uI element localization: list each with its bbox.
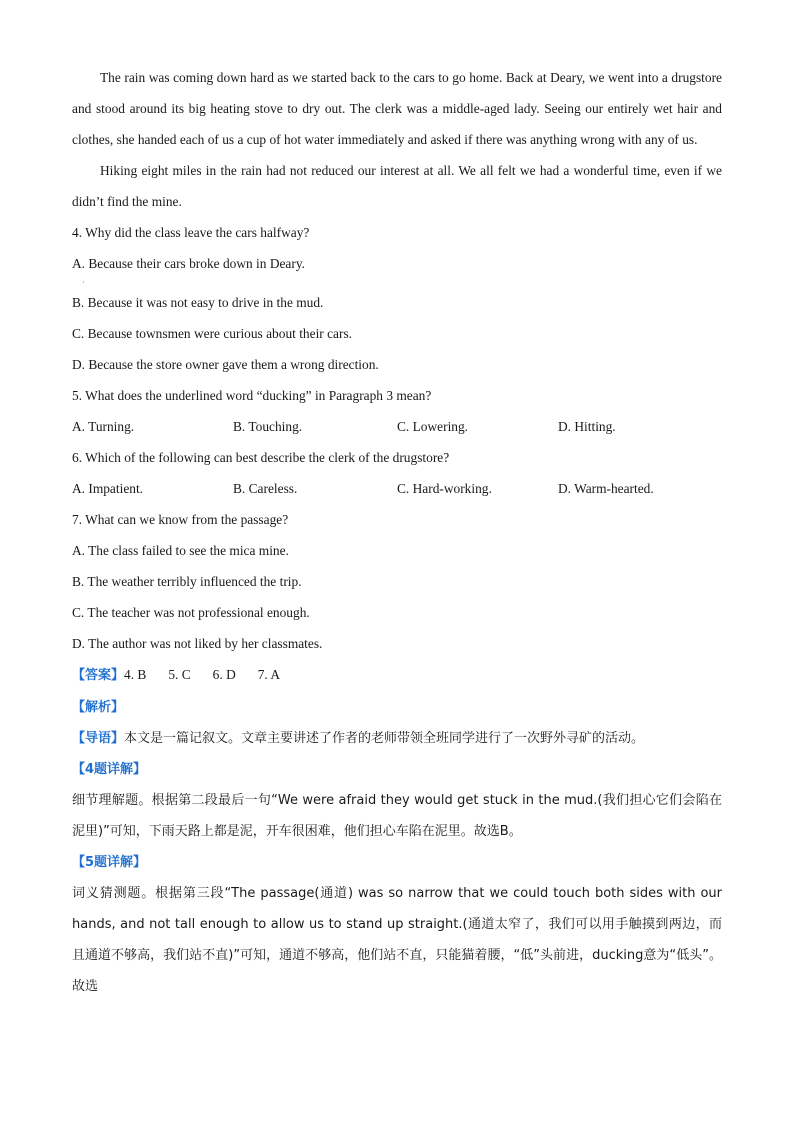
question-5-options — [72, 411, 722, 442]
answer-4: 4. B — [124, 667, 147, 682]
question-7-option-c: C. The teacher was not professional enough. — [72, 605, 310, 620]
answer-line — [72, 659, 722, 691]
guide-text: 本文是一篇记叙文。文章主要讲述了作者的老师带领全班同学进行了一次野外寻矿的活动。 — [124, 731, 645, 746]
question-7-option-d: D. The author was not liked by her classmates. — [72, 636, 323, 651]
question-5-option-b: B. Touching. — [233, 419, 303, 434]
question-5-option-d: D. Hitting. — [558, 419, 616, 434]
question-6-option-b: B. Careless. — [233, 481, 298, 496]
q4-label: 【4题详解】 — [72, 762, 147, 777]
q5-explanation: 词义猜测题。根据第三段“The passage(通道) was so narrow that we could touch both sides with our hands, and not tall enough to allow us to stand up straight.(通道太窄了，我们可以用手触摸到两边，而且通道不够高，我们站不直)”可知，通道不够高，他们站不直，只能猫着腰，“低”头前进，ducking意为“低头”。故选 — [72, 886, 722, 994]
question-6-options — [72, 473, 722, 504]
passage-paragraph-2: Hiking eight miles in the rain had not reduced our interest at all. We all felt we had a wonderful time, even if we didn’t find the mine. — [72, 163, 722, 209]
question-5-option-a: A. Turning. — [72, 419, 135, 434]
question-4-option-a: A. Because their cars broke down in Deary. — [72, 256, 306, 271]
q5-label: 【5题详解】 — [72, 855, 147, 870]
answer-6: 6. D — [212, 667, 236, 682]
dot-mark: · — [82, 278, 85, 287]
answer-7: 7. A — [257, 667, 281, 682]
answer-5: 5. C — [168, 667, 191, 682]
question-6-stem: 6. Which of the following can best describe the clerk of the drugstore? — [72, 450, 450, 465]
guide-paragraph — [72, 723, 722, 754]
question-6-option-c: C. Hard-working. — [397, 481, 492, 496]
question-4-stem: 4. Why did the class leave the cars halfway? — [72, 225, 310, 240]
guide-label: 【导语】 — [72, 731, 125, 746]
answer-label: 【答案】 — [72, 668, 125, 683]
document-page — [72, 62, 722, 1002]
question-7-option-b: B. The weather terribly influenced the trip. — [72, 574, 302, 589]
analysis-heading — [72, 691, 722, 723]
question-5-stem: 5. What does the underlined word “ducking” in Paragraph 3 mean? — [72, 388, 432, 403]
passage-paragraph-1: The rain was coming down hard as we started back to the cars to go home. Back at Deary, we went into a drugstore and stood around its big heating stove to dry out. The clerk was a middle-aged lady. Seeing our entirely wet hair and clothes, she handed each of us a cup of hot water immediately and asked if there was anything wrong with any of us. — [72, 70, 722, 147]
question-5-option-c: C. Lowering. — [397, 419, 469, 434]
q4-explanation: 细节理解题。根据第二段最后一句“We were afraid they would get stuck in the mud.(我们担心它们会陷在泥里)”可知，下雨天路上都是泥，开车很困难，他们担心车陷在泥里。故选B。 — [72, 793, 722, 839]
question-4-option-d: D. Because the store owner gave them a wrong direction. — [72, 357, 379, 372]
question-4-option-c: C. Because townsmen were curious about their cars. — [72, 326, 353, 341]
q4-heading — [72, 754, 722, 785]
q5-heading — [72, 847, 722, 878]
question-4-option-b: B. Because it was not easy to drive in the mud. — [72, 295, 324, 310]
question-7-stem: 7. What can we know from the passage? — [72, 512, 289, 527]
question-7-option-a: A. The class failed to see the mica mine. — [72, 543, 289, 558]
question-6-option-d: D. Warm-hearted. — [558, 481, 654, 496]
question-6-option-a: A. Impatient. — [72, 481, 144, 496]
analysis-label: 【解析】 — [72, 700, 125, 715]
